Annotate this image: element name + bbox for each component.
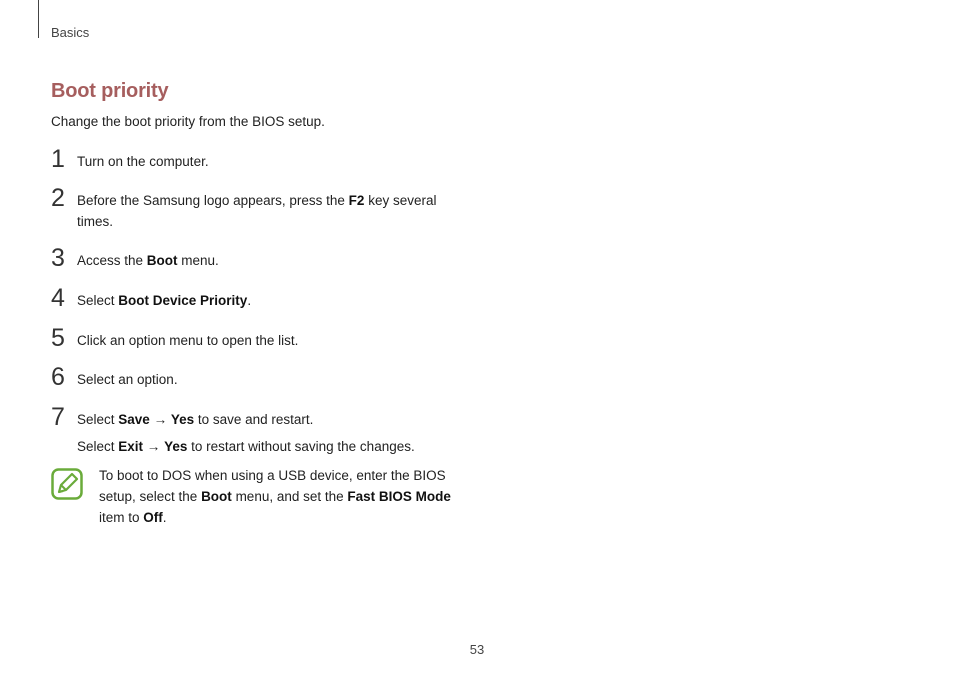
note-pencil-icon <box>51 468 83 500</box>
step-number: 4 <box>51 284 65 312</box>
step-text: Select Save → Yes to save and restart. <box>77 412 314 427</box>
step-number: 1 <box>51 145 65 173</box>
step-text: Click an option menu to open the list. <box>77 333 299 348</box>
step-number: 3 <box>51 244 65 272</box>
step-text: Access the Boot menu. <box>77 253 219 268</box>
note-text: To boot to DOS when using a USB device, enter the BIOS setup, select the Boot menu, and set the Fast BIOS Mode item to Off. <box>99 468 451 525</box>
step-number: 7 <box>51 403 65 431</box>
step-text: Turn on the computer. <box>77 154 209 169</box>
header-section-label: Basics <box>51 25 90 40</box>
step-text: Select Boot Device Priority. <box>77 293 252 308</box>
section-title: Boot priority <box>51 80 169 102</box>
step-subtext: Select Exit → Yes to restart without saving the changes. <box>77 439 415 454</box>
step-number: 2 <box>51 184 65 212</box>
intro-text: Change the boot priority from the BIOS setup. <box>51 114 325 129</box>
step-text: Select an option. <box>77 372 178 387</box>
step-number: 5 <box>51 324 65 352</box>
header-divider <box>38 0 39 38</box>
step-number: 6 <box>51 363 65 391</box>
page-number: 53 <box>469 642 485 657</box>
step-text: Before the Samsung logo appears, press the F2 key several times. <box>77 193 437 229</box>
